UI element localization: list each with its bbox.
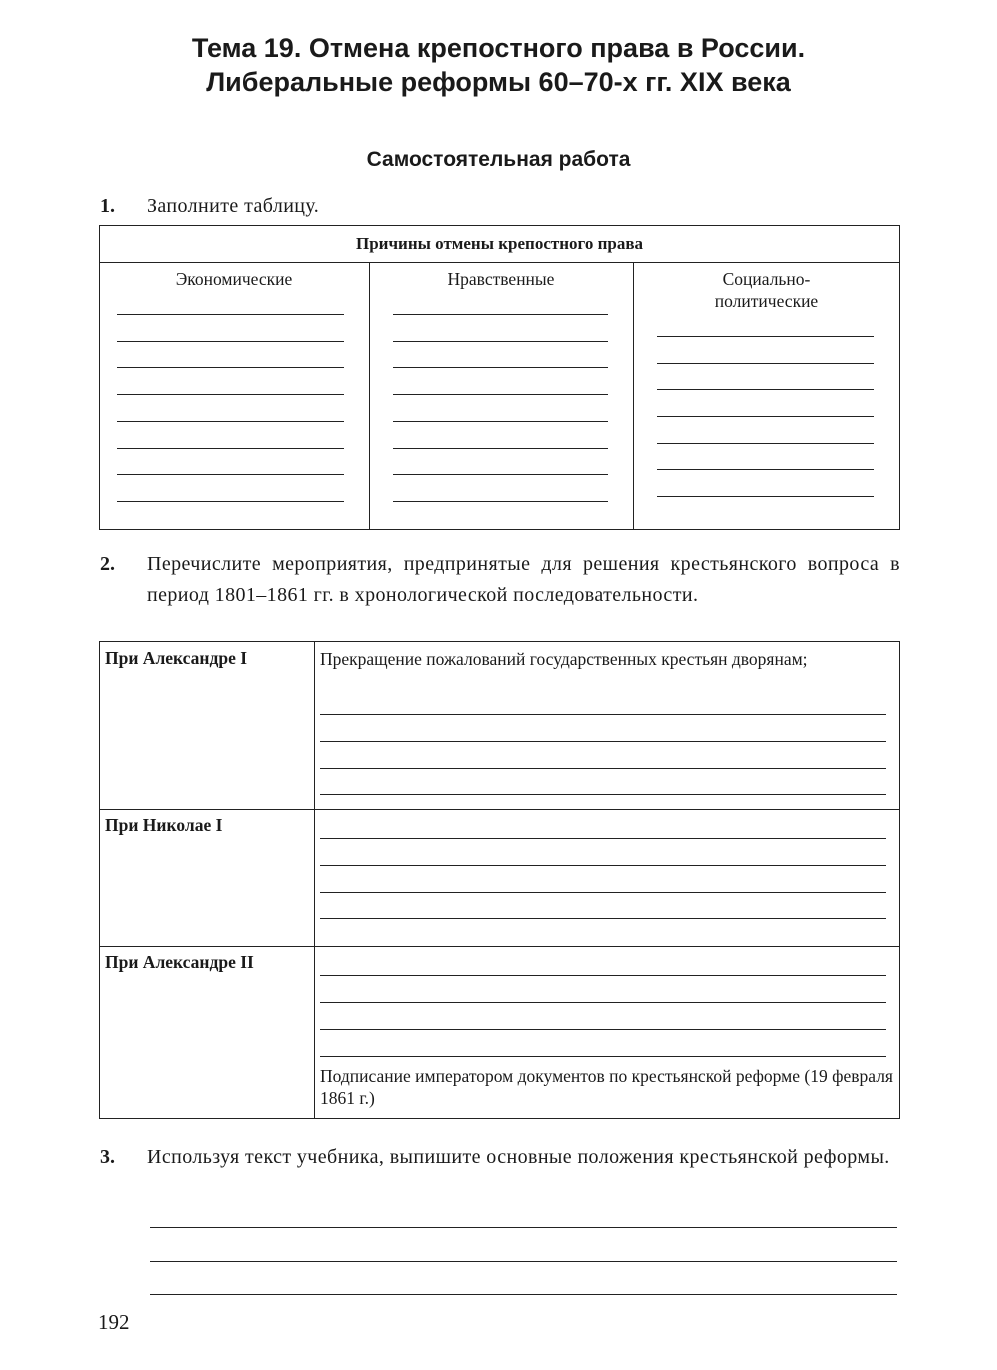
answer-line-economic[interactable] [117, 474, 344, 475]
answer-line-nicholas-i[interactable] [320, 892, 886, 893]
page-number: 192 [98, 1310, 130, 1334]
causes-table-header: Причины отмены крепостного права [356, 234, 643, 253]
table-divider [369, 262, 370, 530]
answer-line-moral[interactable] [393, 501, 608, 502]
column-header-sociopolitical: Социально- [722, 269, 811, 289]
task2-number: 2. [100, 553, 115, 575]
answer-line-sociopolitical[interactable] [657, 443, 874, 444]
answer-line-economic[interactable] [117, 448, 344, 449]
answer-line-alexander-ii[interactable] [320, 975, 886, 976]
column-header-moral: Нравственные [447, 269, 555, 289]
answer-line-task3[interactable] [150, 1261, 897, 1262]
table-divider [314, 641, 315, 1119]
measures-table-border [99, 641, 900, 1119]
table-divider [99, 262, 900, 263]
row-label-alexander-i: При Александре I [105, 648, 248, 668]
answer-line-sociopolitical[interactable] [657, 336, 874, 337]
answer-line-alexander-ii[interactable] [320, 1056, 886, 1057]
task1-text: Заполните таблицу. [147, 195, 320, 217]
answer-line-sociopolitical[interactable] [657, 496, 874, 497]
answer-line-economic[interactable] [117, 394, 344, 395]
answer-line-alexander-i[interactable] [320, 768, 886, 769]
answer-line-nicholas-i[interactable] [320, 918, 886, 919]
prefilled-alexander-i: Прекращение пожалований государственных крестьян дворянам; [320, 649, 808, 669]
answer-line-economic[interactable] [117, 501, 344, 502]
answer-line-sociopolitical[interactable] [657, 416, 874, 417]
column-header-economic: Экономические [175, 269, 293, 289]
answer-line-nicholas-i[interactable] [320, 865, 886, 866]
answer-line-moral[interactable] [393, 314, 608, 315]
answer-line-economic[interactable] [117, 367, 344, 368]
page-title-line1: Тема 19. Отмена крепостного права в России. [191, 33, 806, 63]
answer-line-moral[interactable] [393, 367, 608, 368]
prefilled-alexander-ii: Подписание императором документов по крестьянской реформе (19 февраля 1861 г.) [320, 1066, 893, 1108]
task3-number: 3. [100, 1146, 115, 1168]
task2-text: Перечислите мероприятия, предпринятые для решения крестьянского вопроса в период 1801–1861 гг. в хронологической последовательности. [147, 553, 900, 606]
answer-line-alexander-i[interactable] [320, 714, 886, 715]
row-label-nicholas-i: При Николае I [105, 815, 223, 835]
answer-line-alexander-i[interactable] [320, 741, 886, 742]
answer-line-moral[interactable] [393, 448, 608, 449]
answer-line-economic[interactable] [117, 341, 344, 342]
answer-line-task3[interactable] [150, 1294, 897, 1295]
answer-line-sociopolitical[interactable] [657, 469, 874, 470]
answer-line-nicholas-i[interactable] [320, 838, 886, 839]
page-title-line2: Либеральные реформы 60–70-х гг. XIX века [206, 67, 791, 97]
section-title: Самостоятельная работа [366, 148, 631, 171]
answer-line-task3[interactable] [150, 1227, 897, 1228]
answer-line-moral[interactable] [393, 341, 608, 342]
answer-line-alexander-i[interactable] [320, 794, 886, 795]
table-divider [99, 946, 900, 947]
answer-line-alexander-ii[interactable] [320, 1002, 886, 1003]
answer-line-economic[interactable] [117, 314, 344, 315]
answer-line-moral[interactable] [393, 474, 608, 475]
answer-line-sociopolitical[interactable] [657, 389, 874, 390]
answer-line-economic[interactable] [117, 421, 344, 422]
answer-line-moral[interactable] [393, 421, 608, 422]
row-label-alexander-ii: При Александре II [105, 952, 254, 972]
task1-number: 1. [100, 195, 115, 217]
answer-line-sociopolitical[interactable] [657, 363, 874, 364]
table-divider [99, 809, 900, 810]
column-header-sociopolitical-line2: политические [714, 291, 819, 311]
task3-text: Используя текст учебника, выпишите основные положения крестьянской реформы. [147, 1146, 890, 1168]
answer-line-alexander-ii[interactable] [320, 1029, 886, 1030]
answer-line-moral[interactable] [393, 394, 608, 395]
